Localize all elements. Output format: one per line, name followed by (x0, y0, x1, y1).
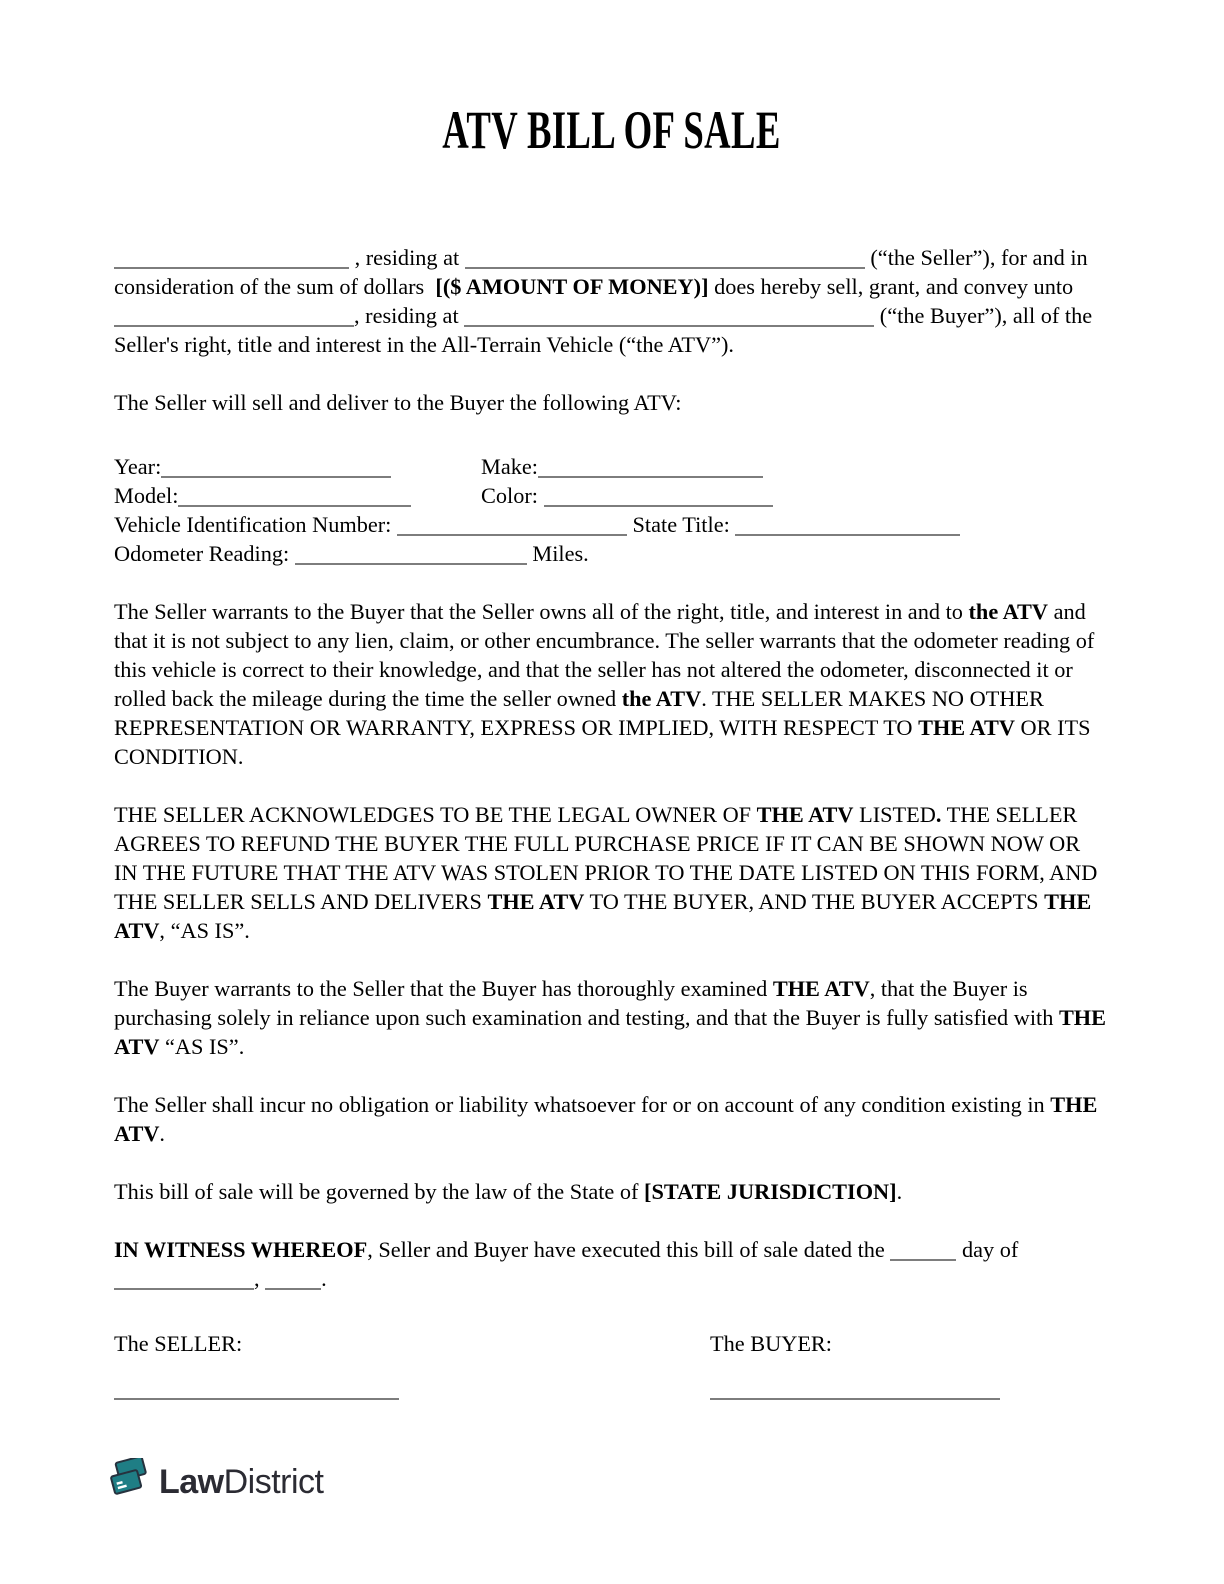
bold-text-run: [STATE JURISDICTION] (644, 1179, 897, 1204)
blank-field (161, 454, 391, 478)
text-run: , (254, 1266, 266, 1291)
bold-text-run: the ATV (968, 599, 1048, 624)
text-run: Year: (114, 454, 162, 479)
text-run: . (321, 1266, 327, 1291)
blank-field (465, 245, 865, 269)
text-run: , residing at (354, 303, 465, 328)
document-body (114, 243, 1109, 1403)
buyer-signature-label (710, 1329, 832, 1358)
blank-field (178, 483, 411, 507)
bold-text-run: THE ATV (487, 889, 585, 914)
text-run: , “AS IS”. (159, 918, 250, 943)
vehicle-row-model-color (114, 481, 1109, 510)
bold-text-run: the ATV (621, 686, 702, 711)
intro-paragraph (114, 243, 1109, 359)
vehicle-row-vin-state-title (114, 510, 1109, 539)
logo-wordmark (159, 1462, 324, 1501)
bold-text-run: [($ AMOUNT OF MONEY)] (435, 274, 709, 299)
text-run: LISTED (853, 802, 936, 827)
text-run: The Seller shall incur no obligation or liability whatsoever for or on account of any condition existing in (114, 1092, 1051, 1117)
buyer-warranty-paragraph (114, 974, 1109, 1061)
logo-word-law: Law (159, 1462, 224, 1501)
witness-clause-line-1 (114, 1235, 1109, 1264)
text-run: TO THE BUYER, AND THE BUYER ACCEPTS (584, 889, 1045, 914)
year-field (114, 452, 481, 481)
text-run: THE SELLER ACKNOWLEDGES TO BE THE LEGAL OWNER OF (114, 802, 757, 827)
text-run: The Seller warrants to the Buyer that the Seller owns all of the right, title, and interest in and to (114, 599, 969, 624)
text-run: does hereby sell, grant, and convey unto (708, 274, 1074, 299)
lawdistrict-logo (107, 1458, 324, 1506)
document-title: ATV BILL OF SALE (442, 100, 781, 160)
blank-field (114, 245, 349, 269)
text-run: State Title: (626, 512, 736, 537)
witness-clause-line-2 (114, 1264, 1109, 1293)
bold-text-run: THE ATV (114, 1092, 1098, 1146)
bold-text-run: THE ATV (772, 976, 870, 1001)
bold-text-run: . (935, 802, 942, 827)
text-run: day of (956, 1237, 1019, 1262)
text-run: , Seller and Buyer have executed this bill of sale dated the (367, 1237, 891, 1262)
liability-paragraph (114, 1090, 1109, 1148)
seller-signature-label (114, 1329, 710, 1358)
text-run: The BUYER: (710, 1331, 833, 1356)
text-run: . (896, 1179, 903, 1204)
text-run: Make: (481, 454, 538, 479)
text-run: Miles. (526, 541, 589, 566)
governing-law-clause (114, 1177, 1109, 1206)
text-run: (“the Seller”), for and in consideration of the sum of dollars (114, 245, 1088, 299)
stacked-documents-icon (107, 1458, 153, 1506)
blank-field (114, 1376, 399, 1400)
blank-field (295, 541, 527, 565)
bold-text-run: THE ATV (918, 715, 1015, 740)
text-run: OR ITS CONDITION. (114, 715, 1091, 769)
text-run: . THE SELLER MAKES NO OTHER REPRESENTATION OR WARRANTY, EXPRESS OR IMPLIED, WITH RESPECT TO (114, 686, 1044, 740)
signature-labels (114, 1329, 1109, 1358)
text-run: THE SELLER AGREES TO REFUND THE BUYER THE FULL PURCHASE PRICE IF IT CAN BE SHOWN NOW OR IN THE FUTURE THAT THE ATV WAS STOLEN PRIOR TO THE DATE LISTED ON THIS FORM, AND THE SELLER SELLS AND DELIVERS (114, 802, 1098, 914)
bold-text-run: THE ATV (114, 889, 1092, 943)
text-run: Color: (481, 483, 544, 508)
seller-warranty-paragraph (114, 597, 1109, 771)
text-run: Vehicle Identification Number: (114, 512, 397, 537)
blank-field (890, 1237, 956, 1261)
buyer-signature-line (710, 1374, 1000, 1403)
blank-field (735, 512, 960, 536)
text-run: “AS IS”. (159, 1034, 245, 1059)
logo-word-district: District (223, 1462, 324, 1501)
text-run: The SELLER: (114, 1331, 243, 1356)
blank-field (710, 1376, 1000, 1400)
text-run: , that the Buyer is purchasing solely in reliance upon such examination and testing, and that the Buyer is fully satisfied with (114, 976, 1059, 1030)
delivery-statement (114, 388, 1109, 417)
text-run: The Buyer warrants to the Seller that the Buyer has thoroughly examined (114, 976, 773, 1001)
seller-acknowledgment-paragraph (114, 800, 1109, 945)
blank-field (114, 303, 354, 327)
model-field (114, 481, 481, 510)
text-run: This bill of sale will be governed by the law of the State of (114, 1179, 645, 1204)
blank-field (114, 1266, 254, 1290)
bold-text-run: THE ATV (756, 802, 854, 827)
vehicle-row-odometer (114, 539, 1109, 568)
make-field (481, 452, 763, 481)
text-run: Model: (114, 483, 179, 508)
text-run: , residing at (349, 245, 465, 270)
blank-field (464, 303, 874, 327)
text-run: and that it is not subject to any lien, claim, or other encumbrance. The seller warrants that the odometer reading of this vehicle is correct to their knowledge, and that the seller has not altered the odometer, disconnected it or rolled back the mileage during the time the seller owned (114, 599, 1095, 711)
text-run: (“the Buyer”), all of the Seller's right, title and interest in the All-Terrain Vehicle (“the ATV”). (114, 303, 1093, 357)
blank-field (544, 483, 773, 507)
blank-field (538, 454, 763, 478)
text-run: Odometer Reading: (114, 541, 295, 566)
bold-text-run: THE ATV (114, 1005, 1107, 1059)
bold-text-run: IN WITNESS WHEREOF (114, 1237, 368, 1262)
vehicle-row-year-make (114, 452, 1109, 481)
seller-signature-line (114, 1374, 710, 1403)
color-field (481, 481, 773, 510)
text-run: . (159, 1121, 165, 1146)
document-content (114, 100, 1109, 1403)
text-run: The Seller will sell and deliver to the Buyer the following ATV: (114, 390, 682, 415)
blank-field (265, 1266, 321, 1290)
blank-field (397, 512, 627, 536)
signature-lines (114, 1374, 1109, 1403)
